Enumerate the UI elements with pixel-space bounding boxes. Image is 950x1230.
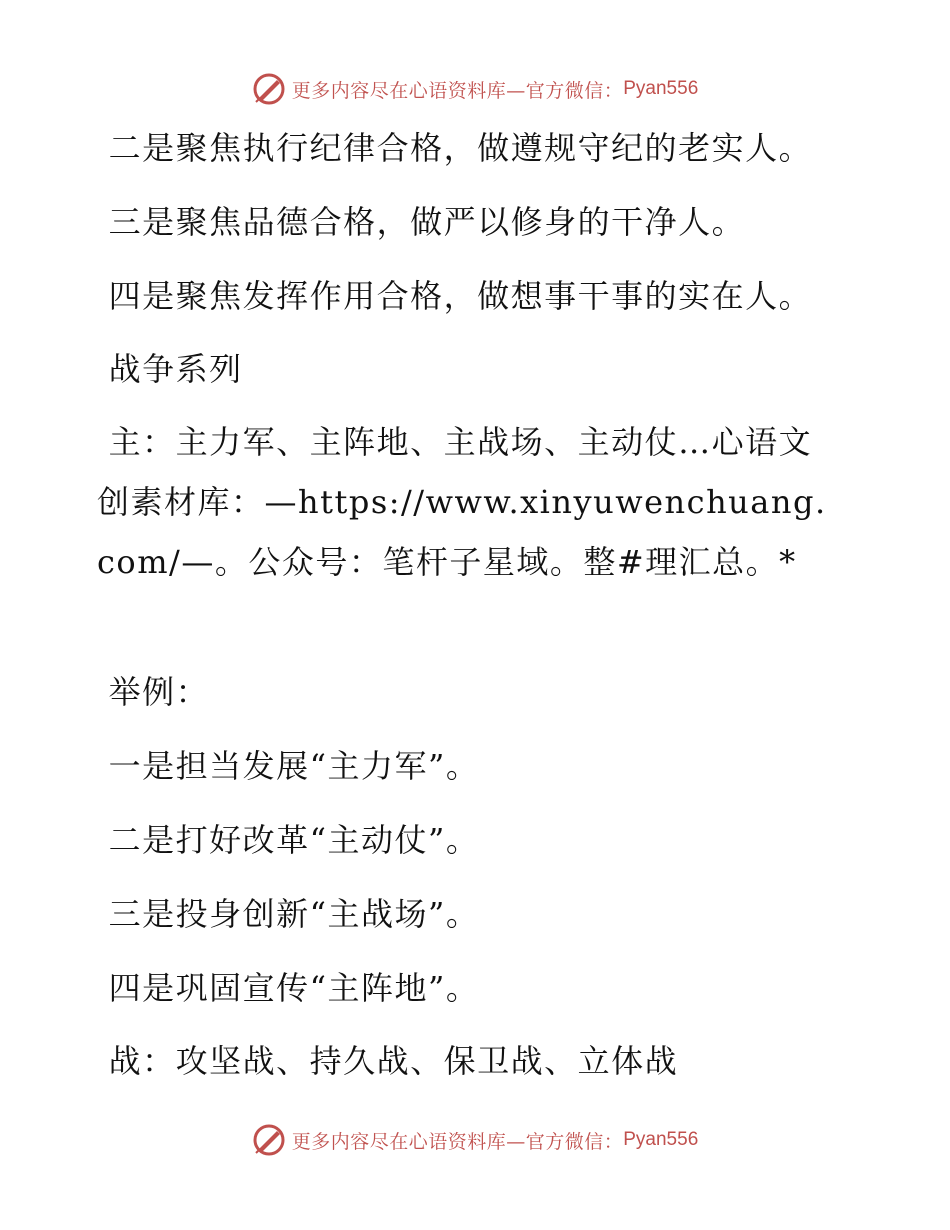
paragraph-2: 三是聚焦品德合格，做严以修身的干净人。	[97, 203, 746, 241]
section-heading-war-series: 战争系列	[97, 350, 243, 388]
watermark-text: 更多内容尽在心语资料库—官方微信：	[291, 79, 624, 102]
watermark-wechat-id: Pyan556	[623, 1129, 699, 1150]
paragraph-war-terms: 战：攻坚战、持久战、保卫战、立体战	[97, 1042, 679, 1080]
quill-logo-icon	[252, 72, 286, 106]
footer-watermark	[0, 1123, 950, 1157]
watermark-wechat-id: Pyan556	[623, 78, 699, 99]
paragraph-example-3: 三是投身创新“主战场”。	[97, 895, 480, 933]
paragraph-example-1: 一是担当发展“主力军”。	[97, 747, 480, 785]
paragraph-example-4: 四是巩固宣传“主阵地”。	[97, 969, 480, 1007]
paragraph-1: 二是聚焦执行纪律合格，做遵规守纪的老实人。	[97, 129, 813, 167]
paragraph-example-2: 二是打好改革“主动仗”。	[97, 821, 480, 859]
paragraph-example-heading: 举例：	[97, 673, 210, 711]
header-watermark	[0, 72, 950, 106]
quill-logo-icon	[252, 1123, 286, 1157]
paragraph-main-terms: 主：主力军、主阵地、主战场、主动仗…心语文创素材库：—https://www.xinyuwenchuang.com/—。公众号：笔杆子星域。整#理汇总。*	[97, 423, 827, 581]
paragraph-3: 四是聚焦发挥作用合格，做想事干事的实在人。	[97, 277, 813, 315]
watermark-text: 更多内容尽在心语资料库—官方微信：	[291, 1130, 624, 1153]
